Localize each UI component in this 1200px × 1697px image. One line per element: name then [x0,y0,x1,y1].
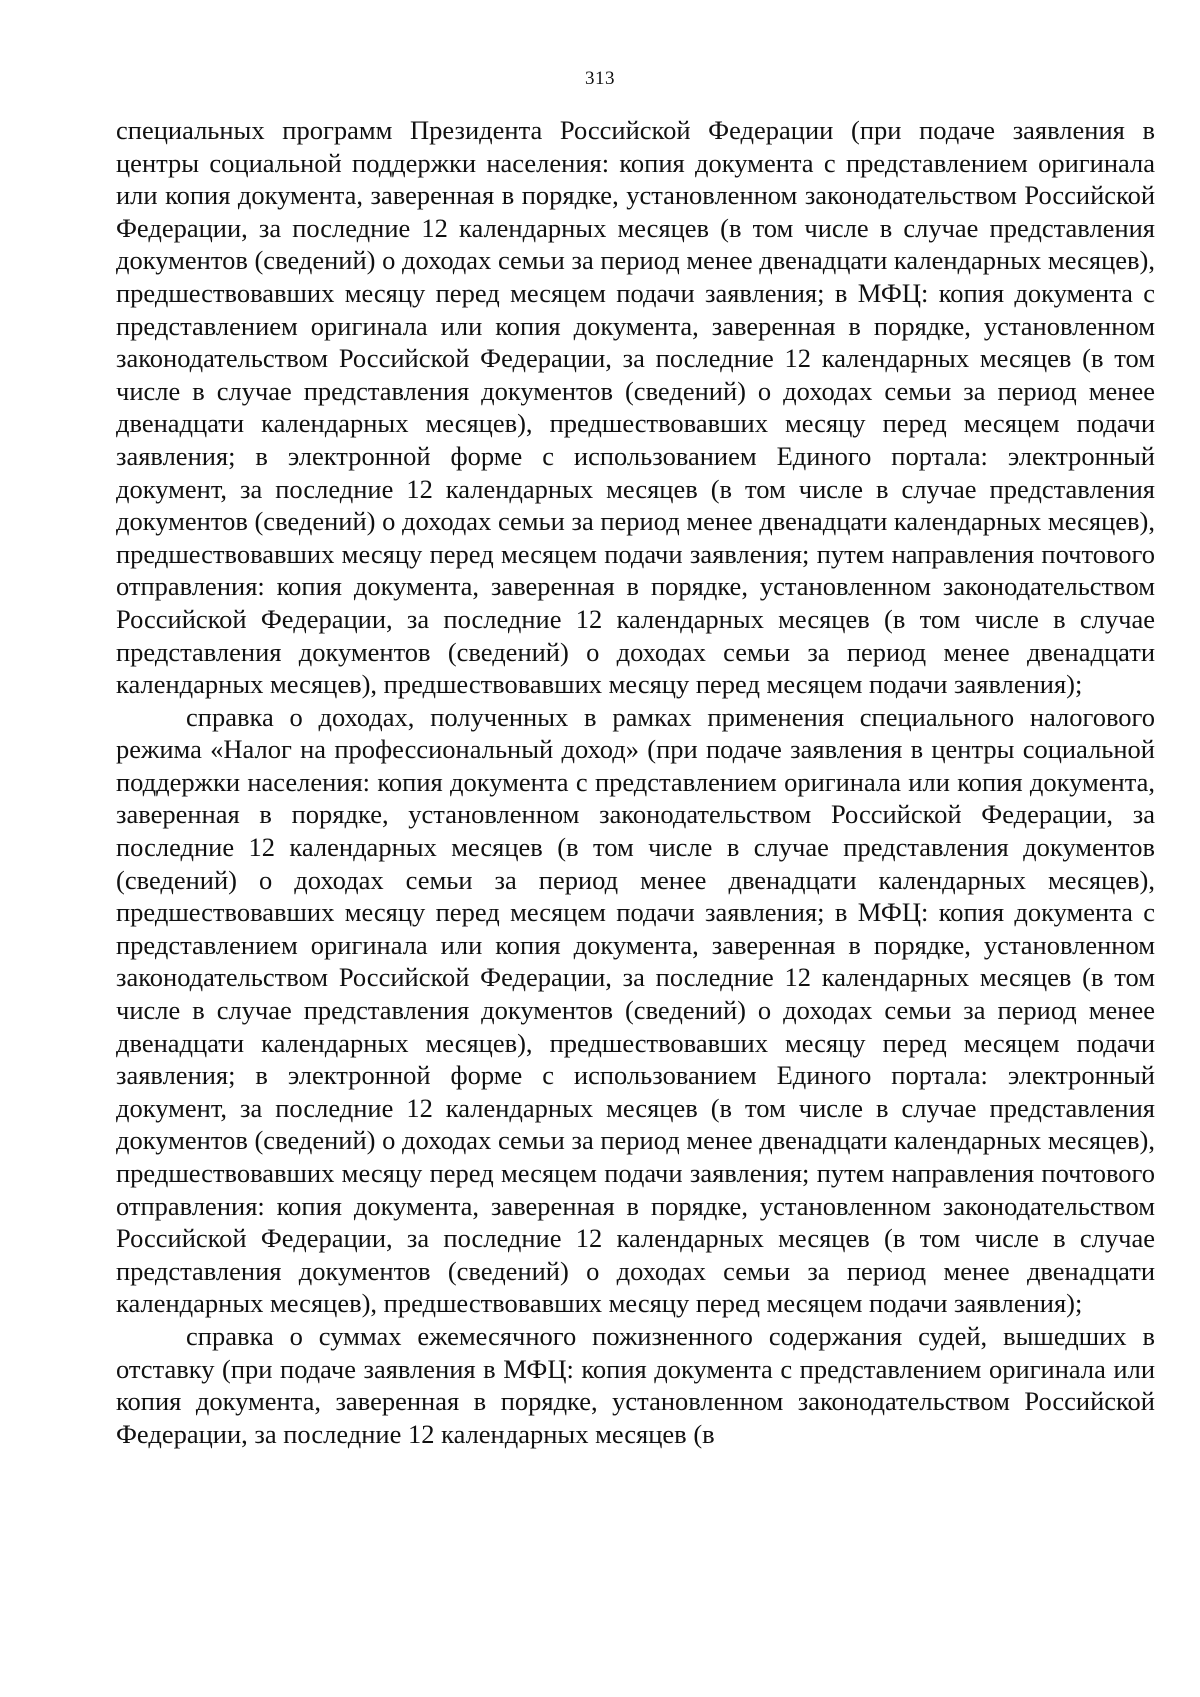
paragraph-special-programs: специальных программ Президента Российской Федерации (при подаче заявления в центры социальной поддержки населения: копия документа с представлением оригинала или копия документа, заверенная в порядке, установленном законодательством Российской Федерации, за последние 12 календарных месяцев (в том числе в случае представления документов (сведений) о доходах семьи за период менее двенадцати календарных месяцев), предшествовавших месяцу перед месяцем подачи заявления; в МФЦ: копия документа с представлением оригинала или копия документа, заверенная в порядке, установленном законодательством Российской Федерации, за последние 12 календарных месяцев (в том числе в случае представления документов (сведений) о доходах семьи за период менее двенадцати календарных месяцев), предшествовавших месяцу перед месяцем подачи заявления; в электронной форме с использованием Единого портала: электронный документ, за последние 12 календарных месяцев (в том числе в случае представления документов (сведений) о доходах семьи за период менее двенадцати календарных месяцев), предшествовавших месяцу перед месяцем подачи заявления; путем направления почтового отправления: копия документа, заверенная в порядке, установленном законодательством Российской Федерации, за последние 12 календарных месяцев (в том числе в случае представления документов (сведений) о доходах семьи за период менее двенадцати календарных месяцев), предшествовавших месяцу перед месяцем подачи заявления); [116,115,1155,700]
document-body [116,114,1155,1450]
paragraph-judges-allowance-certificate: справка о суммах ежемесячного пожизненного содержания судей, вышедших в отставку (при подаче заявления в МФЦ: копия документа с представлением оригинала или копия документа, заверенная в порядке, установленном законодательством Российской Федерации, за последние 12 календарных месяцев (в [116,1320,1155,1449]
page-number: 313 [585,68,615,89]
paragraph-professional-income-certificate: справка о доходах, полученных в рамках применения специального налогового режима «Налог на профессиональный доход» (при подаче заявления в центры социальной поддержки населения: копия документа с представлением оригинала или копия документа, заверенная в порядке, установленном законодательством Российской Федерации, за последние 12 календарных месяцев (в том числе в случае представления документов (сведений) о доходах семьи за период менее двенадцати календарных месяцев), предшествовавших месяцу перед месяцем подачи заявления; в МФЦ: копия документа с представлением оригинала или копия документа, заверенная в порядке, установленном законодательством Российской Федерации, за последние 12 календарных месяцев (в том числе в случае представления документов (сведений) о доходах семьи за период менее двенадцати календарных месяцев), предшествовавших месяцу перед месяцем подачи заявления; в электронной форме с использованием Единого портала: электронный документ, за последние 12 календарных месяцев (в том числе в случае представления документов (сведений) о доходах семьи за период менее двенадцати календарных месяцев), предшествовавших месяцу перед месяцем подачи заявления; путем направления почтового отправления: копия документа, заверенная в порядке, установленном законодательством Российской Федерации, за последние 12 календарных месяцев (в том числе в случае представления документов (сведений) о доходах семьи за период менее двенадцати календарных месяцев), предшествовавших месяцу перед месяцем подачи заявления); [116,701,1155,1319]
